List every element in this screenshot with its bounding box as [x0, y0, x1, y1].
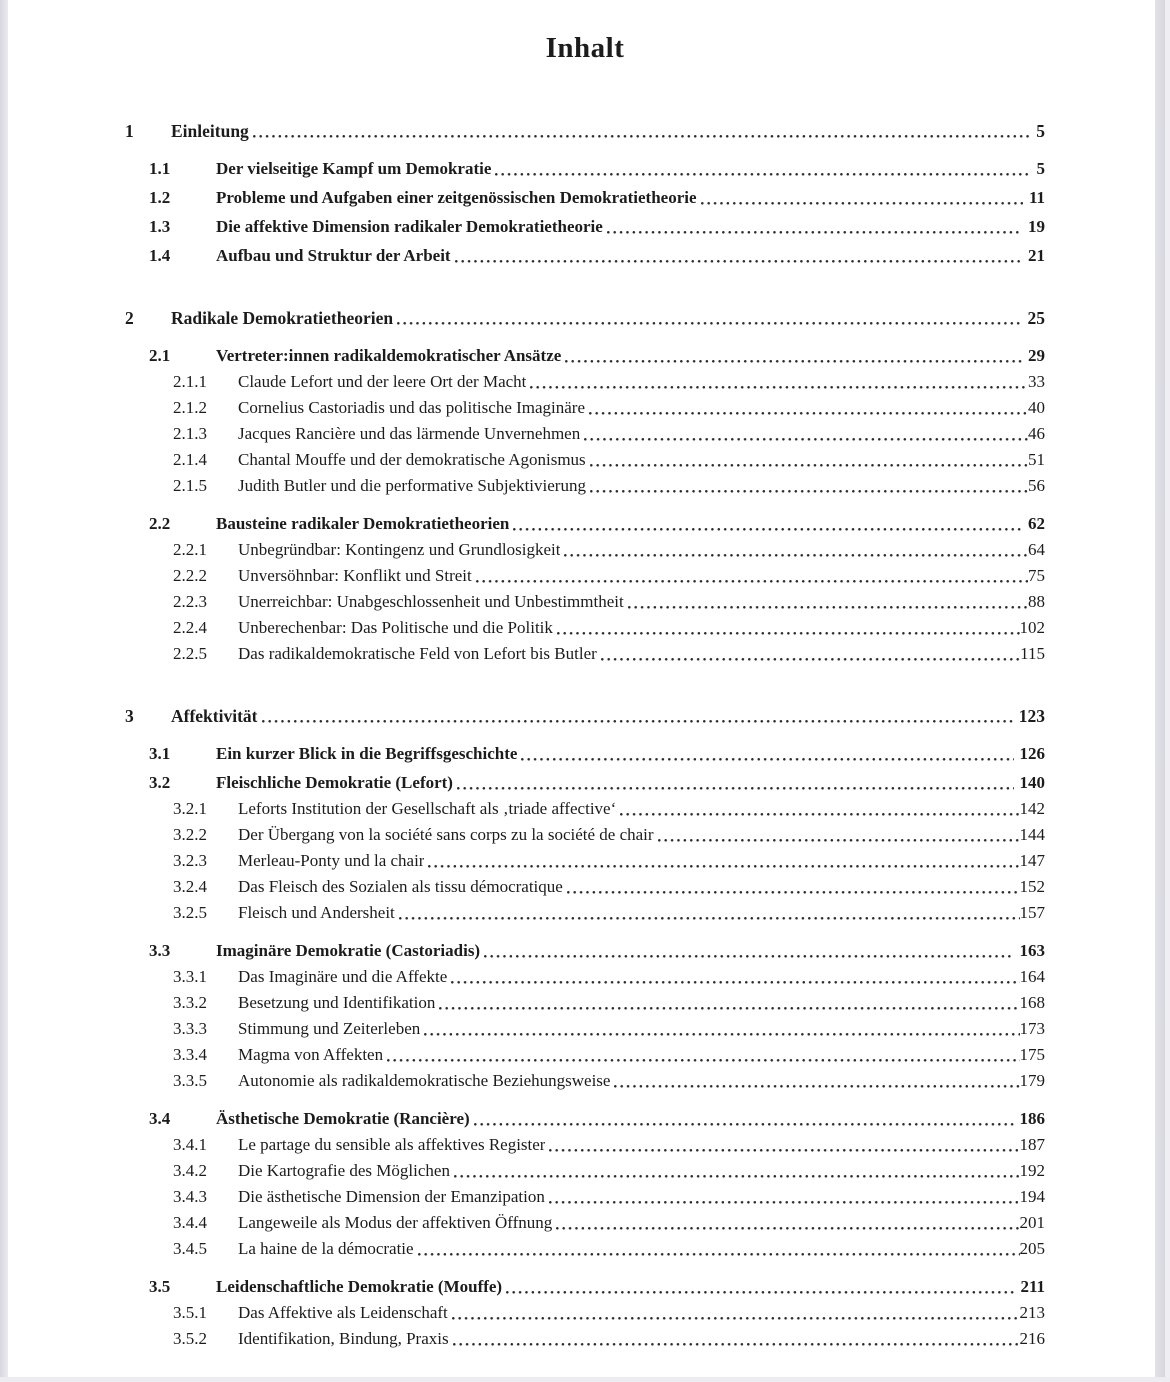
toc-entry-2-2-3 [125, 589, 1045, 615]
toc-entry-number: 2.2.4 [173, 618, 207, 637]
toc-entry-number: 3.4.5 [173, 1239, 207, 1258]
toc-entry-page-number: 144 [1019, 825, 1045, 844]
toc-entry-number: 2.2 [149, 514, 171, 533]
toc-entry-page-number: 5 [1036, 121, 1045, 141]
toc-subsection-2-2 [125, 511, 1045, 667]
toc-entry-page-number: 102 [1019, 618, 1045, 637]
toc-entry-number: 3.3.2 [173, 993, 207, 1012]
toc-entry-2-2 [125, 511, 1045, 537]
toc-entry-page-number: 123 [1018, 706, 1045, 726]
toc-entry-number: 3.5.1 [173, 1303, 207, 1322]
toc-subsection-1-3 [125, 214, 1045, 240]
toc-entry-page-number: 21 [1028, 246, 1045, 265]
toc-entry-title: Besetzung und Identifikation [238, 993, 436, 1012]
dot-leader [262, 703, 1013, 729]
toc-entry-number: 3.4.4 [173, 1213, 207, 1232]
dot-leader [658, 822, 1020, 848]
dot-leader [454, 1158, 1020, 1184]
toc-entry-1-1 [125, 156, 1045, 182]
toc-entry-number: 3.4 [149, 1109, 171, 1128]
toc-entry-number: 3.4.1 [173, 1135, 207, 1154]
toc-entry-title: Aufbau und Struktur der Arbeit [216, 246, 451, 265]
document-page [8, 0, 1155, 1377]
dot-leader [601, 641, 1020, 667]
toc-entry-title: Vertreter:innen radikaldemokratischer Ansätze [216, 346, 562, 365]
toc-entry-3-4-3 [125, 1184, 1045, 1210]
toc-subsection-3-2 [125, 770, 1045, 926]
dot-leader [439, 990, 1019, 1016]
toc-entry-1-3 [125, 214, 1045, 240]
toc-entry-title: Das Imaginäre und die Affekte [238, 967, 448, 986]
dot-leader [565, 343, 1022, 369]
dot-leader [521, 741, 1013, 767]
toc-entry-2 [125, 305, 1045, 331]
toc-entry-2-2-5 [125, 641, 1045, 667]
toc-entry-page-number: 46 [1028, 424, 1045, 443]
dot-leader [253, 118, 1030, 144]
toc-entry-3-2 [125, 770, 1045, 796]
page-edge-bottom-shadow [0, 1377, 1170, 1382]
toc-entry-page-number: 126 [1019, 744, 1045, 763]
toc-entry-3-4-1 [125, 1132, 1045, 1158]
toc-entry-page-number: 64 [1028, 540, 1045, 559]
toc-chapter-2 [125, 305, 1045, 667]
toc-subsection-2-1 [125, 343, 1045, 499]
toc-entry-number: 2.2.3 [173, 592, 207, 611]
dot-leader [452, 1300, 1020, 1326]
toc-entry-title: Autonomie als radikaldemokratische Beziehungsweise [238, 1071, 611, 1090]
dot-leader [474, 1106, 1014, 1132]
toc-entry-3-2-3 [125, 848, 1045, 874]
toc-entry-number: 3.3.5 [173, 1071, 207, 1090]
toc-entry-3 [125, 703, 1045, 729]
toc-entry-number: 3.3.4 [173, 1045, 207, 1064]
toc-entry-page-number: 19 [1028, 217, 1045, 236]
dot-leader [397, 305, 1021, 331]
toc-entry-3-3-5 [125, 1068, 1045, 1094]
toc-entry-2-2-2 [125, 563, 1045, 589]
toc-entry-3-5-1 [125, 1300, 1045, 1326]
toc-entry-2-1-4 [125, 447, 1045, 473]
toc-entry-2-1 [125, 343, 1045, 369]
toc-entry-3-3 [125, 938, 1045, 964]
toc-entry-page-number: 142 [1019, 799, 1045, 818]
toc-entry-number: 1.4 [149, 246, 171, 265]
toc-entry-title: Unversöhnbar: Konflikt und Streit [238, 566, 472, 585]
dot-leader [506, 1274, 1014, 1300]
toc-entry-title: Unberechenbar: Das Politische und die Politik [238, 618, 553, 637]
dot-leader [476, 563, 1028, 589]
dot-leader [428, 848, 1019, 874]
toc-entry-title: Stimmung und Zeiterleben [238, 1019, 421, 1038]
toc-entry-title: Radikale Demokratietheorien [171, 308, 394, 328]
toc-entry-page-number: 56 [1028, 476, 1045, 495]
toc-entry-number: 3.2.3 [173, 851, 207, 870]
toc-entry-title: Imaginäre Demokratie (Castoriadis) [216, 941, 481, 960]
dot-leader [557, 615, 1020, 641]
toc-entry-number: 1 [125, 121, 134, 141]
toc-entry-title: Die ästhetische Dimension der Emanzipation [238, 1187, 545, 1206]
dot-leader [455, 243, 1022, 269]
toc-entry-title: Die Kartografie des Möglichen [238, 1161, 450, 1180]
dot-leader [556, 1210, 1019, 1236]
toc-entry-page-number: 173 [1019, 1019, 1045, 1038]
toc-entry-number: 3.5.2 [173, 1329, 207, 1348]
toc-entry-number: 3.4.3 [173, 1187, 207, 1206]
dot-leader [628, 589, 1028, 615]
toc-entry-3-2-4 [125, 874, 1045, 900]
toc-entry-title: Jacques Rancière und das lärmende Unvernehmen [238, 424, 581, 443]
toc-entry-2-1-2 [125, 395, 1045, 421]
dot-leader [614, 1068, 1019, 1094]
toc-entry-3-4 [125, 1106, 1045, 1132]
toc-entry-1-2 [125, 185, 1045, 211]
toc-entry-page-number: 29 [1028, 346, 1045, 365]
toc-subsection-1-1 [125, 156, 1045, 182]
dot-leader [567, 874, 1020, 900]
toc-entry-2-2-1 [125, 537, 1045, 563]
toc-entry-3-3-1 [125, 964, 1045, 990]
toc-entry-page-number: 192 [1019, 1161, 1045, 1180]
toc-entry-number: 3.2.2 [173, 825, 207, 844]
toc-subsection-3-3 [125, 938, 1045, 1094]
toc-entry-title: Le partage du sensible als affektives Register [238, 1135, 546, 1154]
toc-entry-title: Probleme und Aufgaben einer zeitgenössischen Demokratietheorie [216, 188, 697, 207]
page-edge-left-shadow [0, 0, 8, 1382]
dot-leader [589, 395, 1028, 421]
dot-leader [424, 1016, 1019, 1042]
dot-leader [584, 421, 1028, 447]
dot-leader [399, 900, 1020, 926]
page-edge-right-shadow [1155, 0, 1165, 1382]
toc-entry-page-number: 168 [1019, 993, 1045, 1012]
toc-entry-2-1-5 [125, 473, 1045, 499]
dot-leader [590, 447, 1028, 473]
dot-leader [549, 1184, 1020, 1210]
toc-entry-title: Identifikation, Bindung, Praxis [238, 1329, 449, 1348]
toc-entry-3-4-4 [125, 1210, 1045, 1236]
toc-entry-page-number: 25 [1027, 308, 1045, 328]
toc-entry-number: 2.2.1 [173, 540, 207, 559]
toc-entry-page-number: 40 [1028, 398, 1045, 417]
toc-entry-2-1-1 [125, 369, 1045, 395]
dot-leader [564, 537, 1028, 563]
toc-entry-number: 3.3.1 [173, 967, 207, 986]
toc-entry-3-5 [125, 1274, 1045, 1300]
toc-entry-3-2-5 [125, 900, 1045, 926]
toc-entry-title: Merleau-Ponty und la chair [238, 851, 425, 870]
toc-entry-title: Leidenschaftliche Demokratie (Mouffe) [216, 1277, 503, 1296]
toc-entry-2-2-4 [125, 615, 1045, 641]
toc-entry-3-4-5 [125, 1236, 1045, 1262]
dot-leader [620, 796, 1019, 822]
toc-entry-title: Ästhetische Demokratie (Rancière) [216, 1109, 470, 1128]
toc-entry-number: 2.1.1 [173, 372, 207, 391]
toc-entry-page-number: 140 [1019, 773, 1045, 792]
toc-entry-title: Einleitung [171, 121, 249, 141]
toc-entry-page-number: 115 [1020, 644, 1045, 663]
toc-entry-title: Fleisch und Andersheit [238, 903, 395, 922]
toc-entry-number: 3.3 [149, 941, 171, 960]
toc-entry-number: 2.1 [149, 346, 171, 365]
toc-entry-title: Unerreichbar: Unabgeschlossenheit und Unbestimmtheit [238, 592, 624, 611]
dot-leader [607, 214, 1022, 240]
toc-entry-title: Das Fleisch des Sozialen als tissu démocratique [238, 877, 563, 896]
toc-entry-page-number: 175 [1019, 1045, 1045, 1064]
toc-entry-title: Das Affektive als Leidenschaft [238, 1303, 448, 1322]
toc-entry-title: Langeweile als Modus der affektiven Öffnung [238, 1213, 553, 1232]
toc-entry-title: Die affektive Dimension radikaler Demokratietheorie [216, 217, 603, 236]
toc-entry-number: 1.1 [149, 159, 171, 178]
toc-entry-title: Cornelius Castoriadis und das politische Imaginäre [238, 398, 586, 417]
toc-entry-number: 3.1 [149, 744, 171, 763]
toc-entry-number: 3.2.1 [173, 799, 207, 818]
toc-entry-number: 3.5 [149, 1277, 171, 1296]
toc-entry-3-5-2 [125, 1326, 1045, 1352]
toc-entry-title: Magma von Affekten [238, 1045, 384, 1064]
toc-entry-page-number: 62 [1028, 514, 1045, 533]
toc-subsection-1-4 [125, 243, 1045, 269]
toc-entry-number: 2.2.2 [173, 566, 207, 585]
page-title: Inhalt [545, 32, 625, 64]
toc-entry-number: 2 [125, 308, 134, 328]
dot-leader [457, 770, 1014, 796]
dot-leader [418, 1236, 1020, 1262]
toc-entry-3-1 [125, 741, 1045, 767]
toc-subsection-3-4 [125, 1106, 1045, 1262]
toc-entry-number: 3.2.4 [173, 877, 207, 896]
toc-entry-page-number: 163 [1019, 941, 1045, 960]
toc-entry-3-3-2 [125, 990, 1045, 1016]
toc-entry-number: 1.3 [149, 217, 171, 236]
toc-entry-number: 3.4.2 [173, 1161, 207, 1180]
toc-entry-page-number: 11 [1028, 188, 1045, 207]
toc-entry-page-number: 201 [1019, 1213, 1045, 1232]
toc-subsection-3-5 [125, 1274, 1045, 1352]
toc-entry-number: 2.1.3 [173, 424, 207, 443]
toc-entry-number: 1.2 [149, 188, 171, 207]
toc-entry-number: 2.2.5 [173, 644, 207, 663]
toc-entry-number: 2.1.5 [173, 476, 207, 495]
toc-entry-title: Leforts Institution der Gesellschaft als ‚triade affective‘ [238, 799, 617, 818]
dot-leader [387, 1042, 1019, 1068]
toc-subsection-1-2 [125, 185, 1045, 211]
toc-entry-number: 3 [125, 706, 134, 726]
toc-entry-title: Fleischliche Demokratie (Lefort) [216, 773, 453, 792]
toc-entry-page-number: 205 [1019, 1239, 1045, 1258]
dot-leader [701, 185, 1023, 211]
toc-entry-title: Der vielseitige Kampf um Demokratie [216, 159, 492, 178]
toc [125, 118, 1045, 1352]
toc-entry-page-number: 88 [1028, 592, 1045, 611]
toc-entry-page-number: 187 [1019, 1135, 1045, 1154]
toc-entry-2-1-3 [125, 421, 1045, 447]
toc-entry-page-number: 194 [1019, 1187, 1045, 1206]
toc-entry-page-number: 33 [1028, 372, 1045, 391]
toc-entry-title: Claude Lefort und der leere Ort der Macht [238, 372, 527, 391]
toc-entry-page-number: 75 [1028, 566, 1045, 585]
toc-entry-1-4 [125, 243, 1045, 269]
dot-leader [530, 369, 1028, 395]
toc-entry-page-number: 213 [1019, 1303, 1045, 1322]
toc-chapter-3 [125, 703, 1045, 1352]
toc-entry-page-number: 5 [1036, 159, 1045, 178]
toc-entry-page-number: 211 [1020, 1277, 1045, 1296]
toc-entry-3-3-4 [125, 1042, 1045, 1068]
toc-entry-number: 3.3.3 [173, 1019, 207, 1038]
dot-leader [451, 964, 1019, 990]
toc-entry-3-2-1 [125, 796, 1045, 822]
toc-entry-title: Judith Butler und die performative Subjektivierung [238, 476, 586, 495]
toc-entry-number: 2.1.4 [173, 450, 207, 469]
dot-leader [484, 938, 1013, 964]
toc-entry-3-4-2 [125, 1158, 1045, 1184]
toc-entry-number: 3.2 [149, 773, 171, 792]
toc-entry-title: Der Übergang von la société sans corps zu la société de chair [238, 825, 654, 844]
toc-entry-3-2-2 [125, 822, 1045, 848]
toc-entry-page-number: 147 [1019, 851, 1045, 870]
toc-entry-title: Unbegründbar: Kontingenz und Grundlosigkeit [238, 540, 561, 559]
dot-leader [590, 473, 1028, 499]
toc-entry-title: La haine de la démocratie [238, 1239, 414, 1258]
dot-leader [513, 511, 1022, 537]
toc-entry-page-number: 186 [1019, 1109, 1045, 1128]
toc-entry-title: Affektivität [171, 706, 258, 726]
viewer-gutter-right [1165, 0, 1170, 1382]
dot-leader [495, 156, 1030, 182]
toc-entry-number: 3.2.5 [173, 903, 207, 922]
toc-entry-1 [125, 118, 1045, 144]
toc-chapter-1 [125, 118, 1045, 269]
toc-entry-page-number: 164 [1019, 967, 1045, 986]
toc-entry-title: Bausteine radikaler Demokratietheorien [216, 514, 510, 533]
toc-subsection-3-1 [125, 741, 1045, 767]
toc-entry-title: Chantal Mouffe und der demokratische Agonismus [238, 450, 586, 469]
toc-entry-page-number: 179 [1019, 1071, 1045, 1090]
toc-entry-page-number: 157 [1019, 903, 1045, 922]
toc-entry-page-number: 51 [1028, 450, 1045, 469]
dot-leader [453, 1326, 1020, 1352]
toc-entry-number: 2.1.2 [173, 398, 207, 417]
dot-leader [549, 1132, 1019, 1158]
toc-entry-title: Ein kurzer Blick in die Begriffsgeschichte [216, 744, 518, 763]
toc-entry-3-3-3 [125, 1016, 1045, 1042]
toc-entry-title: Das radikaldemokratische Feld von Lefort bis Butler [238, 644, 597, 663]
toc-entry-page-number: 216 [1019, 1329, 1045, 1348]
toc-entry-page-number: 152 [1019, 877, 1045, 896]
